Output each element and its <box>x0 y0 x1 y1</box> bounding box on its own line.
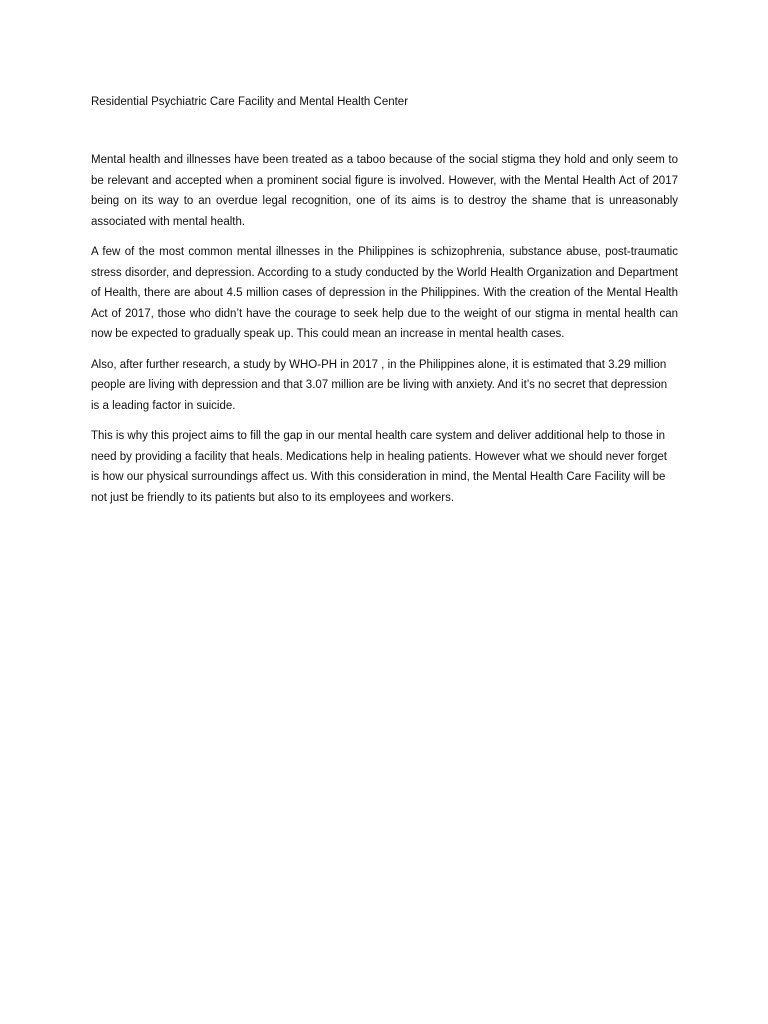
document-body <box>91 150 678 518</box>
document-title: Residential Psychiatric Care Facility and Mental Health Center <box>91 96 409 108</box>
paragraph-project-aim: This is why this project aims to fill the gap in our mental health care system and deliver additional help to those in need by providing a facility that heals. Medications help in healing patients. However what we should never forget is how our physical surroundings affect us. With this consideration in mind, the Mental Health Care Facility will be not just be friendly to its patients but also to its employees and workers. <box>91 430 667 504</box>
paragraph-statistics: Also, after further research, a study by WHO-PH in 2017 , in the Philippines alone, it is estimated that 3.29 million people are living with depression and that 3.07 million are be living with anxiety. And it’s no secret that depression is a leading factor in suicide. <box>91 358 668 412</box>
paragraph-common-illnesses: A few of the most common mental illnesses in the Philippines is schizophrenia, substance abuse, post-traumatic stress disorder, and depression. According to a study conducted by the World Health Organization and Department of Health, there are about 4.5 million cases of depression in the Philippines. With the creation of the Mental Health Act of 2017, those who didn’t have the courage to seek help due to the weight of our stigma in mental health can now be expected to gradually speak up. This could mean an increase in mental health cases. <box>91 246 678 340</box>
paragraph-intro: Mental health and illnesses have been treated as a taboo because of the social stigma they hold and only seem to be relevant and accepted when a prominent social figure is involved. However, with the Mental Health Act of 2017 being on its way to an overdue legal recognition, one of its aims is to destroy the shame that is unreasonably associated with mental health. <box>91 154 678 228</box>
